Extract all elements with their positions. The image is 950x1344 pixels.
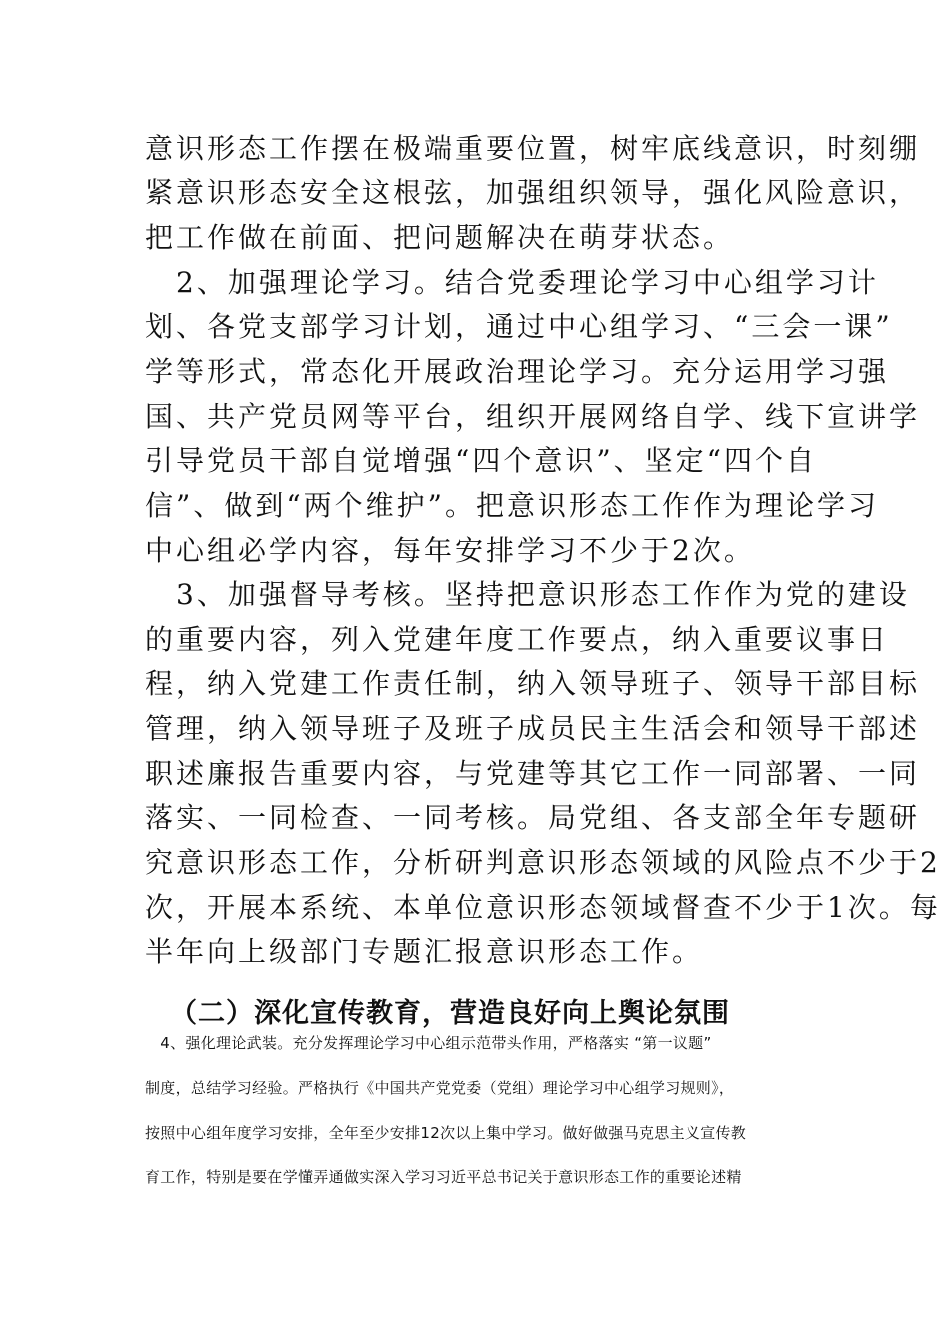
body-line: 究意识形态工作，分析研判意识形态领域的风险点不少于2	[145, 846, 941, 879]
body-line: 落实、一同检查、一同考核。局党组、各支部全年专题研	[145, 801, 921, 834]
body-line: 信”、做到“两个维护”。把意识形态工作作为理论学习	[145, 489, 879, 522]
body-line: 的重要内容，列入党建年度工作要点，纳入重要议事日	[145, 623, 890, 656]
small-body-line: 4、强化理论武装。充分发挥理论学习中心组示范带头作用，严格落实 “第一议题”	[145, 1034, 712, 1052]
body-line: 把工作做在前面、把问题解决在萌芽状态。	[145, 221, 735, 254]
body-line: 程，纳入党建工作责任制，纳入领导班子、领导干部目标	[145, 667, 921, 700]
body-line: 紧意识形态安全这根弦，加强组织领导，强化风险意识，	[145, 176, 921, 209]
body-line: 半年向上级部门专题汇报意识形态工作。	[145, 935, 704, 968]
body-line: 次，开展本系统、本单位意识形态领域督查不少于1次。每	[145, 891, 941, 924]
body-line: 学等形式，常态化开展政治理论学习。充分运用学习强	[145, 355, 890, 388]
section-heading: （二）深化宣传教育，营造良好向上舆论氛围	[170, 998, 730, 1029]
body-line: 2、加强理论学习。结合党委理论学习中心组学习计	[145, 266, 879, 299]
body-line: 划、各党支部学习计划，通过中心组学习、“三会一课”	[145, 310, 893, 343]
body-line: 职述廉报告重要内容，与党建等其它工作一同部署、一同	[145, 757, 921, 790]
body-line: 3、加强督导考核。坚持把意识形态工作作为党的建设	[145, 578, 910, 611]
body-line: 国、共产党员网等平台，组织开展网络自学、线下宣讲学	[145, 400, 921, 433]
small-body-line: 制度，总结学习经验。严格执行《中国共产党党委（党组）理论学习中心组学习规则》，	[145, 1079, 735, 1097]
body-line: 意识形态工作摆在极端重要位置，树牢底线意识，时刻绷	[145, 132, 921, 165]
small-body-line: 按照中心组年度学习安排，全年至少安排12次以上集中学习。做好做强马克思主义宣传教	[145, 1124, 747, 1142]
body-line: 引导党员干部自觉增强“四个意识”、坚定“四个自	[145, 444, 817, 477]
body-line: 管理，纳入领导班子及班子成员民主生活会和领导干部述	[145, 712, 921, 745]
body-line: 中心组必学内容，每年安排学习不少于2次。	[145, 534, 755, 567]
small-body-line: 育工作，特别是要在学懂弄通做实深入学习习近平总书记关于意识形态工作的重要论述精	[145, 1168, 742, 1186]
